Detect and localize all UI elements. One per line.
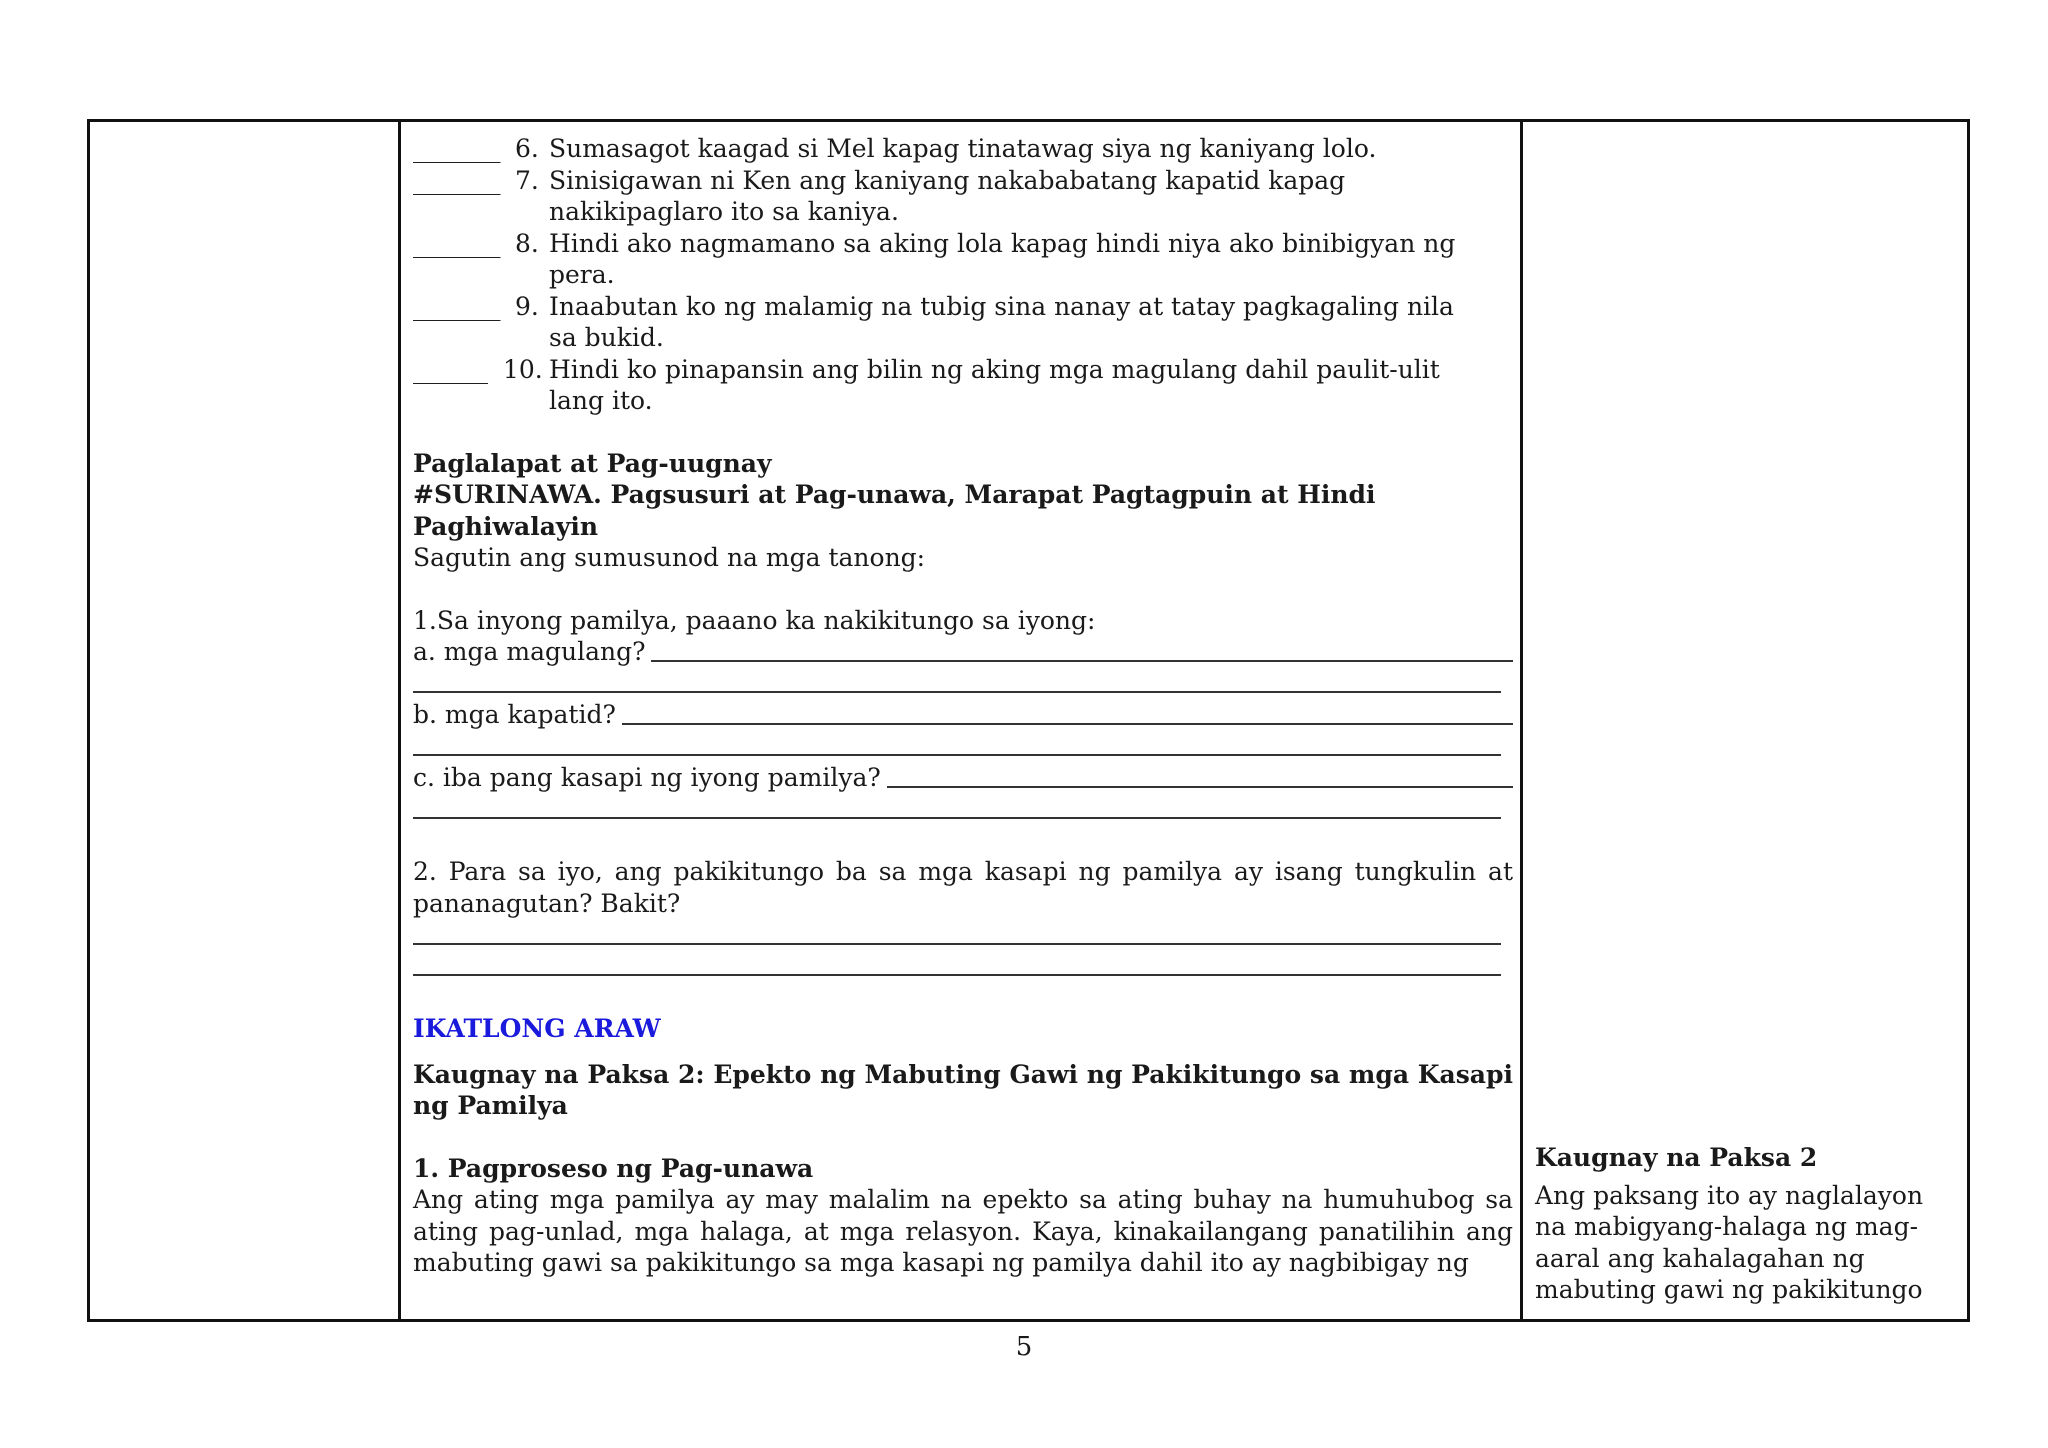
lesson-table	[87, 119, 1970, 1322]
process-heading: 1. Pagproseso ng Pag-unawa	[413, 1153, 814, 1183]
answer-label: a. mga magulang?	[413, 637, 646, 666]
topic-paragraph: Ang ating mga pamilya ay may malalim na epekto sa ating buhay na humuhubog sa ating pag-unlad, mga halaga, at mga relasyon. Kaya, kinakailangang panatilihin ang mabuting gawi sa pakikitungo sa mga kasapi ng pamilya dahil ito ay nagbibigay ng	[413, 1185, 1513, 1277]
answer-label: b. mga kapatid?	[413, 700, 616, 729]
side-note-heading: Kaugnay na Paksa 2	[1535, 1143, 1818, 1172]
answer-blank: _______	[413, 228, 501, 258]
question-2: 2. Para sa iyo, ang pakikitungo ba sa mga kasapi ng pamilya ay isang tungkulin at pananagutan? Bakit?	[413, 857, 1513, 918]
answer-rule[interactable]	[413, 662, 1501, 694]
question-1: 1.Sa inyong pamilya, paaano ka nakikitungo sa iyong:	[413, 605, 1096, 635]
side-note-text: mabuting gawi ng pakikitungo	[1535, 1275, 1923, 1304]
item-text: Sumasagot kaagad si Mel kapag tinatawag siya ng kaniyang lolo.	[549, 134, 1377, 163]
list-item	[413, 228, 1513, 291]
activity-title-continued: Paghiwalayin	[413, 511, 599, 541]
answer-blank: _______	[413, 291, 501, 321]
column-divider-left	[398, 122, 401, 1319]
list-item	[413, 291, 1513, 354]
topic-title: Kaugnay na Paksa 2: Epekto ng Mabuting Gawi ng Pakikitungo sa mga Kasapi ng Pamilya	[413, 1059, 1513, 1120]
item-number: 6.	[515, 134, 539, 163]
side-note-text: na mabigyang-halaga ng mag-	[1535, 1212, 1919, 1241]
list-item	[413, 133, 1513, 165]
side-note-text: Ang paksang ito ay naglalayon	[1535, 1180, 1924, 1210]
answer-blank: _______	[413, 134, 501, 163]
item-text-continued: nakikipaglaro ito sa kaniya.	[549, 197, 899, 226]
item-number: 9.	[515, 291, 539, 321]
notes-column	[1535, 1142, 1955, 1306]
item-text: Hindi ko pinapansin ang bilin ng aking mga magulang dahil paulit-ulit	[549, 354, 1440, 384]
item-text: Hindi ako nagmamano sa aking lola kapag hindi niya ako binibigyan ng	[549, 228, 1456, 258]
item-number: 7.	[515, 165, 539, 195]
answer-blank: ______	[413, 354, 488, 384]
section-heading: Paglalapat at Pag-uugnay	[413, 448, 772, 478]
instruction-text: Sagutin ang sumusunod na mga tanong:	[413, 543, 926, 572]
side-note-text: aaral ang kahalagahan ng	[1535, 1243, 1865, 1273]
answer-blank: _______	[413, 165, 501, 195]
item-text-continued: pera.	[549, 260, 615, 289]
day-heading: IKATLONG ARAW	[413, 1014, 661, 1043]
main-content-column	[413, 133, 1513, 1279]
item-text: Inaabutan ko ng malamig na tubig sina nanay at tatay pagkagaling nila	[549, 291, 1454, 321]
page-number: 5	[1015, 1332, 1033, 1362]
item-text: Sinisigawan ni Ken ang kaniyang nakababatang kapatid kapag	[549, 165, 1346, 195]
item-number: 10.	[503, 354, 543, 384]
list-item	[413, 354, 1513, 417]
answer-rule[interactable]	[413, 945, 1501, 977]
column-divider-right	[1520, 122, 1523, 1319]
answer-rule[interactable]	[413, 913, 1501, 945]
answer-label: c. iba pang kasapi ng iyong pamilya?	[413, 763, 881, 792]
answer-rule[interactable]	[413, 788, 1501, 820]
list-item	[413, 165, 1513, 228]
activity-title: #SURINAWA. Pagsusuri at Pag-unawa, Marapat Pagtagpuin at Hindi	[413, 480, 1376, 509]
item-number: 8.	[515, 228, 539, 258]
answer-rule[interactable]	[413, 725, 1501, 757]
item-text-continued: sa bukid.	[549, 323, 664, 352]
item-text-continued: lang ito.	[549, 386, 653, 415]
